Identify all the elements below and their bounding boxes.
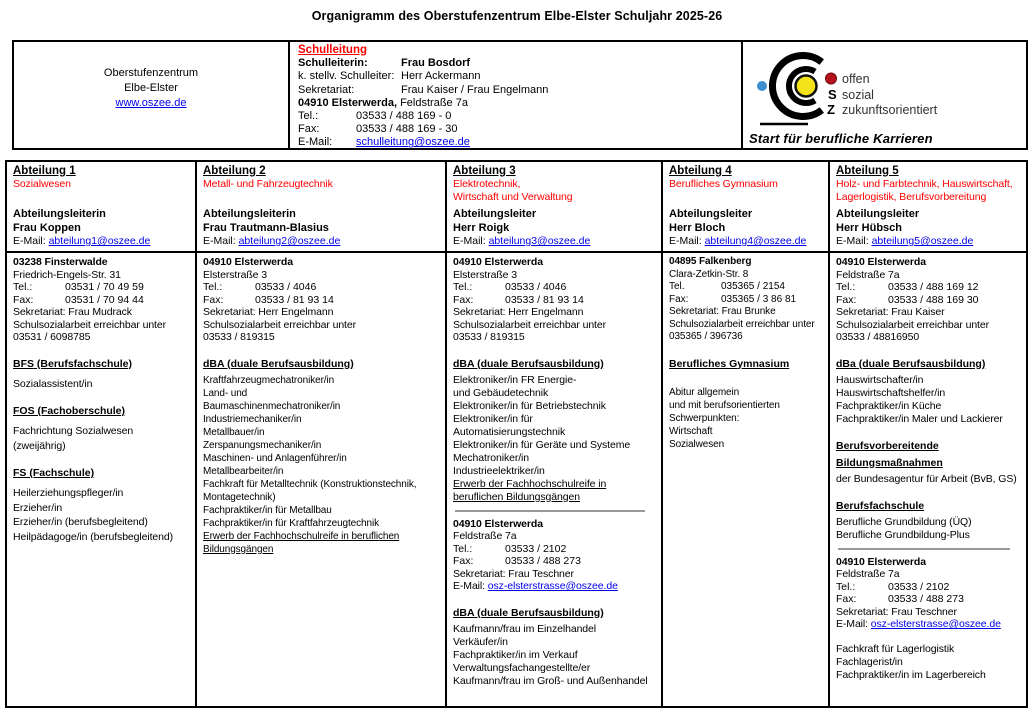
contact-label: Tel.: xyxy=(836,281,856,293)
contact-value: 03533 / 2102 xyxy=(888,580,950,593)
email-label: E-Mail: xyxy=(836,618,871,630)
address-line: Schulsozialarbeit erreichbar unter xyxy=(13,318,167,331)
spacer xyxy=(836,631,1020,643)
department-leader-role: Abteilungsleiter xyxy=(669,208,753,220)
contact-label: Fax: xyxy=(836,593,857,605)
program-item: Fachpraktiker/in für Kraftfahrzeugtechnik xyxy=(203,517,379,529)
contact-label: Fax: xyxy=(836,293,857,306)
department-leader-name: Herr Hübsch xyxy=(836,222,903,234)
contact-row xyxy=(836,581,1020,594)
program-item: Fachpraktiker/in im Verkauf xyxy=(453,648,578,661)
email-label: E-Mail: xyxy=(669,235,705,247)
section-divider xyxy=(838,548,1010,550)
address-line: Sekretariat: Frau Brunke xyxy=(669,306,776,317)
program-heading: dBa (duale Berufsausbildung) xyxy=(836,357,986,370)
logo-red-dot-icon xyxy=(826,73,837,84)
contact-value: 03533 / 488 273 xyxy=(505,555,581,567)
address-line: Feldstraße 7a xyxy=(836,568,900,580)
contact-label: Fax: xyxy=(298,123,320,136)
program-item: Fachpraktiker/in Küche xyxy=(836,399,942,412)
address-line: Sekretariat: Frau Mudrack xyxy=(13,306,132,318)
department-leader-role: Abteilungsleiterin xyxy=(203,208,296,220)
department-email-line xyxy=(13,235,189,248)
spacer xyxy=(203,344,439,356)
contact-row xyxy=(669,294,822,307)
osz-logo-icon xyxy=(751,48,1001,132)
contact-value: 03531 / 70 94 44 xyxy=(65,293,144,306)
spacer xyxy=(669,344,822,356)
schulleitung-row xyxy=(298,57,733,70)
contact-value: 03533 / 2102 xyxy=(505,542,567,555)
schulleitung-row xyxy=(298,84,733,97)
contact-row xyxy=(203,294,439,307)
program-heading: dBA (duale Berufsausbildung) xyxy=(453,606,604,619)
address-city: 04895 Falkenberg xyxy=(669,256,752,267)
program-item: Hauswirtschafter/in xyxy=(836,373,924,386)
address-line: 03533 / 819315 xyxy=(453,331,525,343)
email-label: E-Mail: xyxy=(13,235,49,247)
email-link[interactable]: osz-elsterstrasse@oszee.de xyxy=(487,580,618,592)
program-item: Maschinen- und Anlagenführer/in xyxy=(203,452,347,464)
spacer xyxy=(669,374,822,386)
department-email-link[interactable]: abteilung4@oszee.de xyxy=(704,235,807,247)
program-item-underlined: beruflichen Bildungsgängen xyxy=(453,490,580,503)
department-email-line xyxy=(669,235,822,248)
program-item: Metallbauer/in xyxy=(203,426,265,438)
address-city: 04910 Elsterwerda xyxy=(836,256,926,268)
logo-cell xyxy=(743,42,1026,148)
address-line: Elsterstraße 3 xyxy=(453,268,517,281)
address-line: Schulsozialarbeit erreichbar unter xyxy=(836,318,990,331)
department-body-5 xyxy=(830,253,1026,706)
address-line: Sekretariat: Frau Kaiser xyxy=(836,306,945,318)
program-item: Fachrichtung Sozialwesen xyxy=(13,425,134,437)
department-title: Abteilung 1 xyxy=(13,165,76,177)
contact-row xyxy=(453,555,655,568)
program-item: Hauswirtschaftshelfer/in xyxy=(836,386,946,399)
contact-row xyxy=(836,593,1020,606)
department-leader-name: Frau Koppen xyxy=(13,222,81,234)
address-line: Schulsozialarbeit erreichbar unter xyxy=(203,318,357,331)
department-body-4 xyxy=(663,253,830,706)
contact-row xyxy=(13,294,189,307)
program-item: Fachkraft für Lagerlogistik xyxy=(836,642,955,655)
program-heading: dBA (duale Berufsausbildung) xyxy=(453,357,604,370)
contact-row xyxy=(453,543,655,556)
program-item: Industriemechaniker/in xyxy=(203,413,302,425)
schulleitung-cell xyxy=(290,42,743,148)
contact-row xyxy=(298,110,733,123)
address-street: Feldstraße 7a xyxy=(400,96,468,109)
program-item: Berufliche Grundbildung (ÜQ) xyxy=(836,515,972,528)
address-city: 03238 Finsterwalde xyxy=(13,256,108,268)
contact-label: Fax: xyxy=(13,293,34,306)
logo-letter-s: S xyxy=(828,87,837,102)
program-item: Erzieher/in (berufsbegleitend) xyxy=(13,516,148,528)
contact-row xyxy=(298,123,733,136)
logo-yellow-circle-icon xyxy=(796,76,817,97)
email-link[interactable]: osz-elsterstrasse@oszee.de xyxy=(870,618,1001,630)
contact-row xyxy=(669,281,822,294)
program-heading: FOS (Fachoberschule) xyxy=(13,405,126,417)
contact-label: E-Mail: xyxy=(298,136,333,149)
program-item: Elektroniker/in für Betriebstechnik xyxy=(453,399,606,412)
address-line: Sekretariat: Herr Engelmann xyxy=(453,306,584,318)
address-line: 03533 / 48816950 xyxy=(836,331,920,343)
program-item: Heilerziehungspfleger/in xyxy=(13,487,124,499)
school-address xyxy=(298,97,733,110)
spacer xyxy=(836,426,1020,438)
contact-label: Fax: xyxy=(203,293,224,306)
address-city: 04910 Elsterwerda xyxy=(836,555,926,568)
department-leader-block xyxy=(203,207,439,248)
program-item: Wirtschaft xyxy=(669,425,713,437)
contact-value: 03533 / 4046 xyxy=(505,281,567,293)
spacer xyxy=(453,593,655,605)
department-subtitle: Lagerlogistik, Berufsvorbereitung xyxy=(836,191,987,203)
program-item: und Gebäudetechnik xyxy=(453,386,549,399)
program-heading: Berufliches Gymnasium xyxy=(669,357,790,370)
contact-value: 03533 / 488 273 xyxy=(888,593,964,605)
program-item: Kraftfahrzeugmechatroniker/in xyxy=(203,374,335,386)
program-item: Fachpraktiker/in Maler und Lackierer xyxy=(836,412,1003,425)
schulleitung-email-link[interactable]: schulleitung@oszee.de xyxy=(356,136,470,149)
spacer xyxy=(13,391,189,403)
contact-row xyxy=(453,294,655,307)
spacer xyxy=(836,486,1020,498)
contact-label: Tel.: xyxy=(203,281,223,293)
address-line: Schulsozialarbeit erreichbar unter xyxy=(453,318,607,331)
program-heading: Berufsfachschule xyxy=(836,499,925,512)
logo-word-zukunftsorientiert: zukunftsorientiert xyxy=(842,103,938,117)
school-name-line1: Oberstufenzentrum xyxy=(103,66,199,79)
role-value: Herr Ackermann xyxy=(401,70,481,83)
role-label: Schulleiterin: xyxy=(298,57,368,70)
address-line: 03533 / 819315 xyxy=(203,331,275,343)
departments-table xyxy=(5,160,1028,708)
department-email-link[interactable]: abteilung1@oszee.de xyxy=(48,235,151,247)
program-item: Fachlagerist/in xyxy=(836,655,903,668)
program-item-underlined: Erwerb der Fachhochschulreife in beruflichen xyxy=(203,530,400,542)
department-email-line xyxy=(836,235,1020,248)
spacer xyxy=(453,344,655,356)
address-city: 04910 Elsterwerda xyxy=(453,256,543,268)
header-box xyxy=(12,40,1028,150)
department-title: Abteilung 2 xyxy=(203,165,266,177)
spacer xyxy=(836,344,1020,356)
contact-value: 035365 / 3 86 81 xyxy=(721,293,797,305)
role-label: Sekretariat: xyxy=(298,83,355,96)
department-header-5 xyxy=(830,162,1026,253)
program-item: und mit berufsorientierten xyxy=(669,399,780,411)
department-email-link[interactable]: abteilung2@oszee.de xyxy=(238,235,341,247)
email-row xyxy=(453,580,655,593)
contact-label: Tel.: xyxy=(13,281,33,293)
department-title: Abteilung 5 xyxy=(836,165,899,177)
contact-value: 03531 / 70 49 59 xyxy=(65,281,144,293)
address-line: Feldstraße 7a xyxy=(836,268,900,281)
department-header-1 xyxy=(7,162,197,253)
address-line: 03531 / 6098785 xyxy=(13,331,91,343)
department-title: Abteilung 4 xyxy=(669,165,732,177)
program-item: Montagetechnik) xyxy=(203,491,276,503)
department-subtitle: Holz- und Farbtechnik, Hauswirtschaft, xyxy=(836,178,1013,190)
address-city: 04910 Elsterwerda xyxy=(203,256,293,268)
program-item-underlined: Erwerb der Fachhochschulreife in xyxy=(453,477,607,490)
department-leader-role: Abteilungsleiter xyxy=(453,208,537,220)
department-email-link[interactable]: abteilung5@oszee.de xyxy=(871,235,974,247)
program-item: Fachkraft für Metalltechnik (Konstruktionstechnik, xyxy=(203,478,417,490)
department-subtitle: Wirtschaft und Verwaltung xyxy=(453,191,573,203)
logo-slogan: Start für berufliche Karrieren xyxy=(749,131,933,146)
logo-word-offen: offen xyxy=(842,72,870,86)
contact-label: Fax: xyxy=(453,555,474,567)
department-header-3 xyxy=(447,162,663,253)
program-item: Sozialwesen xyxy=(669,438,725,450)
department-body-1 xyxy=(7,253,197,706)
contact-label: Fax: xyxy=(669,293,689,305)
contact-label: Tel.: xyxy=(453,281,473,293)
program-item: Elektroniker/in für xyxy=(453,412,533,425)
contact-value: 03533 / 81 93 14 xyxy=(255,293,334,306)
address-line: Friedrich-Engels-Str. 31 xyxy=(13,268,121,281)
department-title: Abteilung 3 xyxy=(453,165,516,177)
address-line: Sekretariat: Frau Teschner xyxy=(836,605,957,618)
program-heading: FS (Fachschule) xyxy=(13,467,95,479)
program-item: Industrieelektriker/in xyxy=(453,464,545,477)
contact-value: 03533 / 488 169 30 xyxy=(888,293,979,306)
program-item: Automatisierungstechnik xyxy=(453,425,566,438)
department-leader-name: Frau Trautmann-Blasius xyxy=(203,222,329,234)
department-leader-name: Herr Bloch xyxy=(669,222,726,234)
program-item: Zerspanungsmechaniker/in xyxy=(203,439,322,451)
role-value: Frau Kaiser / Frau Engelmann xyxy=(401,83,549,96)
department-subtitle: Metall- und Fahrzeugtechnik xyxy=(203,178,333,190)
contact-value: 03533 / 488 169 12 xyxy=(888,281,979,293)
department-email-line xyxy=(203,235,439,248)
contact-row xyxy=(298,136,733,149)
contact-value: 03533 / 488 169 - 30 xyxy=(356,123,458,136)
contact-value: 03533 / 4046 xyxy=(255,281,317,293)
contact-label: Fax: xyxy=(453,293,474,306)
program-item: (zweijährig) xyxy=(13,439,66,452)
program-item: Schwerpunkten: xyxy=(669,412,740,424)
program-item: Fachpraktiker/in für Metallbau xyxy=(203,504,332,516)
spacer xyxy=(13,453,189,465)
program-heading: BFS (Berufsfachschule) xyxy=(13,357,133,370)
department-body-2 xyxy=(197,253,447,706)
page-title: Organigramm des Oberstufenzentrum Elbe-Elster Schuljahr 2025-26 xyxy=(311,9,723,23)
program-heading: dBA (duale Berufsausbildung) xyxy=(203,357,354,370)
school-website-link[interactable]: www.oszee.de xyxy=(115,96,187,109)
contact-label: Tel.: xyxy=(836,580,856,593)
contact-row xyxy=(836,281,1020,294)
program-item: Erzieher/in xyxy=(13,501,63,514)
logo-blue-dot-icon xyxy=(757,81,767,91)
contact-label: Tel.: xyxy=(298,110,319,123)
department-leader-name: Herr Roigk xyxy=(453,222,510,234)
department-leader-block xyxy=(669,207,822,248)
contact-value: 03533 / 81 93 14 xyxy=(505,293,584,306)
email-label: E-Mail: xyxy=(203,235,239,247)
department-leader-role: Abteilungsleiterin xyxy=(13,208,106,220)
email-label: E-Mail: xyxy=(453,580,488,592)
contact-value: 035365 / 2154 xyxy=(721,281,785,292)
program-item: Sozialassistent/in xyxy=(13,377,93,390)
contact-label: Tel.: xyxy=(453,542,473,555)
school-info-cell xyxy=(14,42,290,148)
address-line: Sekretariat: Herr Engelmann xyxy=(203,306,334,318)
logo-word-sozial: sozial xyxy=(842,88,874,102)
program-item: Baumaschinenmechatroniker/in xyxy=(203,400,341,412)
program-item: Fachpraktiker/in im Lagerbereich xyxy=(836,668,986,681)
program-item: der Bundesagentur für Arbeit (BvB, GS) xyxy=(836,472,1017,485)
address-line: Sekretariat: Frau Teschner xyxy=(453,567,574,580)
address-city: 04910 Elsterwerda, xyxy=(298,96,398,109)
program-item: Metallbearbeiter/in xyxy=(203,465,284,477)
program-item: Heilpädagoge/in (berufsbegleitend) xyxy=(13,530,174,543)
contact-row xyxy=(453,281,655,294)
department-leader-block xyxy=(13,207,189,248)
address-line: Elsterstraße 3 xyxy=(203,268,267,281)
program-heading: Bildungsmaßnahmen xyxy=(836,456,943,469)
email-label: E-Mail: xyxy=(453,235,489,247)
contact-value: 03533 / 488 169 - 0 xyxy=(356,110,452,123)
address-line: 035365 / 396736 xyxy=(669,331,743,342)
contact-row xyxy=(13,281,189,294)
department-body-3 xyxy=(447,253,663,706)
program-item: Kaufmann/frau im Groß- und Außenhandel xyxy=(453,674,648,687)
department-subtitle: Sozialwesen xyxy=(13,178,71,190)
schulleitung-heading: Schulleitung xyxy=(298,44,367,56)
program-item: Verkäufer/in xyxy=(453,635,508,648)
role-label: k. stellv. Schulleiter: xyxy=(298,70,395,83)
program-item: Kaufmann/frau im Einzelhandel xyxy=(453,622,597,635)
logo-letter-z: Z xyxy=(827,102,835,117)
program-item: Abitur allgemein xyxy=(669,386,740,398)
section-divider xyxy=(455,510,645,512)
program-item: Mechatroniker/in xyxy=(453,451,530,464)
role-value: Frau Bosdorf xyxy=(401,57,471,70)
contact-row xyxy=(836,294,1020,307)
department-email-link[interactable]: abteilung3@oszee.de xyxy=(488,235,591,247)
program-item: Elektroniker/in FR Energie- xyxy=(453,373,577,386)
address-line: Feldstraße 7a xyxy=(453,530,517,542)
program-item: Berufliche Grundbildung-Plus xyxy=(836,528,970,541)
contact-label: Tel. xyxy=(669,281,685,292)
program-item: Elektroniker/in für Geräte und Systeme xyxy=(453,438,631,451)
school-name-line2: Elbe-Elster xyxy=(124,81,178,94)
address-line: Clara-Zetkin-Str. 8 xyxy=(669,268,749,280)
department-header-4 xyxy=(663,162,830,253)
spacer xyxy=(13,344,189,356)
email-label: E-Mail: xyxy=(836,235,872,247)
email-row xyxy=(836,618,1020,631)
department-email-line xyxy=(453,235,655,248)
program-item-underlined: Bildungsgängen xyxy=(203,543,274,555)
department-leader-block xyxy=(453,207,655,248)
address-line: Schulsozialarbeit erreichbar unter xyxy=(669,318,815,330)
department-leader-block xyxy=(836,207,1020,248)
department-subtitle: Berufliches Gymnasium xyxy=(669,178,778,190)
program-item: Verwaltungsfachangestellte/er xyxy=(453,661,591,674)
department-leader-role: Abteilungsleiter xyxy=(836,208,920,220)
schulleitung-row xyxy=(298,70,733,83)
department-header-2 xyxy=(197,162,447,253)
program-item: Land- und xyxy=(203,387,248,399)
department-subtitle: Elektrotechnik, xyxy=(453,178,521,190)
program-heading: Berufsvorbereitende xyxy=(836,439,939,452)
address-city: 04910 Elsterwerda xyxy=(453,517,543,530)
contact-row xyxy=(203,281,439,294)
